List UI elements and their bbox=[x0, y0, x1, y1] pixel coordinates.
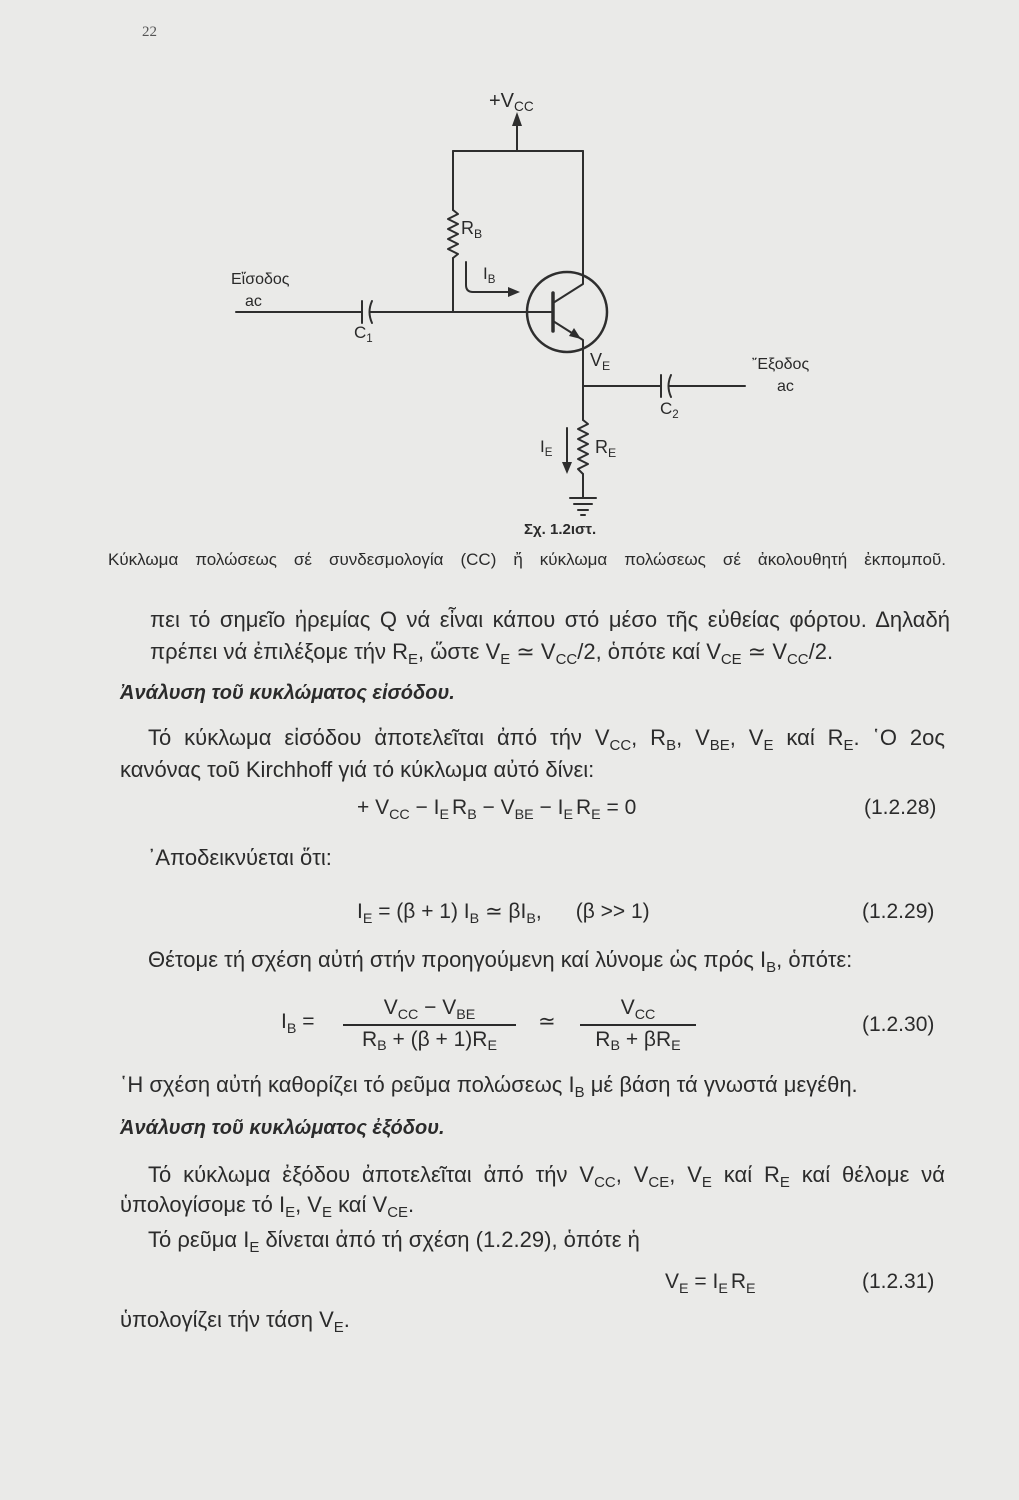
rb-label bbox=[461, 218, 482, 240]
text-run: , bbox=[535, 900, 542, 923]
text-run: R bbox=[362, 1027, 378, 1051]
text-run: R bbox=[730, 1270, 746, 1293]
text-run: − V bbox=[418, 996, 457, 1019]
text-run: μέ βάση τά γνωστά μεγέθη. bbox=[584, 1072, 858, 1097]
text-run: I bbox=[540, 437, 545, 456]
subscript: CC bbox=[787, 650, 809, 668]
subscript: B bbox=[377, 1038, 387, 1055]
text-run: , V bbox=[676, 725, 710, 750]
text-run: R bbox=[595, 437, 608, 457]
text-run: = bbox=[296, 1010, 315, 1033]
text-run: , R bbox=[631, 725, 667, 750]
text-run: πρέπει νά ἐπιλέξομε τήν R bbox=[150, 639, 409, 664]
text-run: R bbox=[461, 218, 474, 238]
text-run: καί V bbox=[331, 1192, 388, 1217]
subscript: 2 bbox=[672, 408, 679, 421]
section-heading-input: Ἀνάλυση τοῦ κυκλώματος εἰσόδου. bbox=[120, 682, 455, 704]
subscript: E bbox=[408, 650, 419, 668]
equation-1-2-31 bbox=[665, 1269, 756, 1297]
equation-lhs bbox=[281, 1009, 314, 1037]
paragraph-1-line-2 bbox=[150, 639, 833, 668]
paragraph-3-line-1: ᾿Αποδεικνύεται ὅτι: bbox=[148, 845, 332, 870]
text-run: I bbox=[483, 264, 488, 283]
text-run: Τό κύκλωμα ἐξόδου ἀποτελεῖται ἀπό τήν V bbox=[148, 1162, 595, 1187]
subscript: CC bbox=[634, 1006, 656, 1023]
paragraph-2-line-1 bbox=[148, 725, 945, 754]
text-run: + βR bbox=[619, 1027, 672, 1051]
text-run: /2. bbox=[808, 639, 834, 664]
text-run: R bbox=[595, 1027, 611, 1051]
subscript: B bbox=[474, 226, 483, 241]
page-number: 22 bbox=[142, 24, 157, 40]
subscript: E bbox=[249, 1238, 260, 1256]
equation-number: (1.2.30) bbox=[862, 1013, 935, 1036]
subscript: CC bbox=[555, 650, 578, 668]
fraction-numerator bbox=[343, 995, 516, 1023]
approx-sign: ≃ bbox=[538, 1010, 556, 1033]
subscript: B bbox=[469, 910, 480, 927]
text-run: V bbox=[383, 996, 398, 1019]
text-run: καί R bbox=[711, 1162, 780, 1187]
subscript: CC bbox=[609, 736, 632, 754]
text-run: Τό ρεῦμα I bbox=[148, 1227, 250, 1252]
subscript: B bbox=[666, 736, 677, 754]
input-label-word: Εἴσοδος bbox=[231, 271, 290, 288]
c2-label bbox=[660, 399, 679, 419]
emitter-arrowhead bbox=[569, 328, 581, 339]
fraction-denominator bbox=[580, 1027, 696, 1055]
subscript: E bbox=[701, 1173, 712, 1191]
subscript: E bbox=[333, 1318, 344, 1336]
fraction-approx bbox=[580, 995, 696, 1055]
circuit-diagram bbox=[0, 0, 1019, 540]
subscript: B bbox=[487, 273, 496, 286]
re-label bbox=[595, 437, 616, 459]
vcc-label bbox=[489, 89, 534, 113]
output-label-word: ῎Εξοδος bbox=[752, 356, 810, 373]
text-run: καί R bbox=[773, 725, 844, 750]
subscript: BE bbox=[514, 806, 534, 823]
paragraph-7-line-1 bbox=[148, 1227, 640, 1256]
text-run: +V bbox=[489, 90, 515, 112]
text-run: V bbox=[665, 1270, 680, 1293]
text-run: ὑπολογίσομε τό I bbox=[120, 1192, 286, 1217]
subscript: E bbox=[746, 1280, 756, 1297]
output-label-mode: ac bbox=[777, 378, 794, 395]
text-run: ≃ V bbox=[510, 639, 556, 664]
text-run: . bbox=[407, 1192, 415, 1217]
input-label-mode: ac bbox=[245, 293, 262, 310]
figure-number: Σχ. 1.2ιστ. bbox=[524, 521, 597, 538]
fraction-numerator bbox=[580, 995, 696, 1023]
subscript: B bbox=[467, 806, 477, 823]
subscript: E bbox=[671, 1038, 681, 1055]
subscript: 1 bbox=[366, 332, 373, 345]
subscript: E bbox=[763, 736, 774, 754]
text-run: , V bbox=[669, 1162, 702, 1187]
subscript: E bbox=[779, 1173, 790, 1191]
text-run: ≃ βI bbox=[479, 900, 527, 923]
ib-label bbox=[483, 264, 495, 284]
subscript: E bbox=[843, 736, 854, 754]
text-run: , ὥστε V bbox=[418, 639, 501, 664]
subscript: E bbox=[285, 1203, 296, 1221]
text-run: C bbox=[354, 323, 367, 342]
text-run: ≃ V bbox=[741, 639, 787, 664]
subscript: B bbox=[766, 958, 777, 976]
text-run: = 0 bbox=[600, 796, 637, 819]
text-run: . ῾Ο 2ος bbox=[853, 725, 945, 750]
subscript: CE bbox=[720, 650, 742, 668]
text-run: δίνεται ἀπό τή σχέση (1.2.29), ὁπότε ἡ bbox=[259, 1227, 640, 1252]
subscript: B bbox=[574, 1083, 585, 1101]
paragraph-6-line-1 bbox=[148, 1162, 945, 1191]
text-run: /2, ὁπότε καί V bbox=[577, 639, 721, 664]
c1-label bbox=[354, 323, 373, 343]
text-run: , V bbox=[295, 1192, 322, 1217]
subscript: E bbox=[544, 446, 553, 459]
text-run: , V bbox=[615, 1162, 649, 1187]
text-run: − V bbox=[476, 796, 515, 819]
subscript: CC bbox=[594, 1173, 616, 1191]
subscript: E bbox=[679, 1280, 689, 1297]
text-run: I bbox=[357, 900, 363, 923]
paragraph-5-line-1 bbox=[120, 1072, 858, 1101]
text-run: + V bbox=[357, 796, 390, 819]
text-run: = I bbox=[688, 1270, 719, 1293]
rb-resistor bbox=[448, 210, 458, 258]
text-run: − I bbox=[533, 796, 564, 819]
subscript: B bbox=[286, 1020, 297, 1037]
subscript: E bbox=[563, 806, 573, 823]
fraction-denominator bbox=[343, 1027, 516, 1055]
subscript: CE bbox=[648, 1173, 670, 1191]
text-run: I bbox=[281, 1010, 287, 1033]
subscript: BE bbox=[709, 736, 730, 754]
text-run: V bbox=[590, 350, 603, 370]
text-run: Θέτομε τή σχέση αὐτή στήν προηγούμενη καί λύνομε ὡς πρός I bbox=[148, 947, 767, 972]
text-run: . bbox=[343, 1307, 350, 1332]
equation-1-2-28 bbox=[357, 795, 636, 823]
subscript: CC bbox=[397, 1006, 419, 1023]
text-run: Τό κύκλωμα εἰσόδου ἀποτελεῖται ἀπό τήν V bbox=[148, 725, 610, 750]
equation-number: (1.2.28) bbox=[864, 796, 937, 819]
text-run: − I bbox=[409, 796, 440, 819]
ie-label bbox=[540, 437, 552, 457]
subscript: CC bbox=[514, 99, 534, 115]
subscript: E bbox=[500, 650, 511, 668]
equation-number: (1.2.29) bbox=[862, 900, 935, 923]
subscript: B bbox=[526, 910, 536, 927]
re-resistor bbox=[578, 420, 588, 474]
text-run: + (β + 1)R bbox=[386, 1027, 488, 1051]
paragraph-2-line-2: κανόνας τοῦ Kirchhoff γιά τό κύκλωμα αὐτό δίνει: bbox=[120, 757, 595, 782]
subscript: CE bbox=[387, 1203, 408, 1221]
figure-caption: Κύκλωμα πολώσεως σέ συνδεσμολογία (CC) ἤ κύκλωμα πολώσεως σέ ἀκολουθητή ἐκπομποῦ. bbox=[108, 550, 946, 569]
text-run: καί θέλομε νά bbox=[789, 1162, 946, 1187]
paragraph-6-line-2 bbox=[120, 1192, 414, 1221]
fraction-bar bbox=[343, 1024, 516, 1026]
text-run: = (β + 1) I bbox=[372, 900, 470, 923]
ve-label bbox=[590, 350, 610, 372]
subscript: CC bbox=[389, 806, 410, 823]
subscript: E bbox=[321, 1203, 332, 1221]
section-heading-output: Ἀνάλυση τοῦ κυκλώματος ἐξόδου. bbox=[120, 1117, 445, 1139]
subscript: E bbox=[362, 910, 373, 927]
fraction-bar bbox=[580, 1024, 696, 1026]
text-run: C bbox=[660, 399, 673, 418]
text-run: , ὁπότε: bbox=[776, 947, 853, 972]
paragraph-7-line-2 bbox=[120, 1307, 350, 1336]
text-run: , V bbox=[729, 725, 764, 750]
subscript: E bbox=[439, 806, 450, 823]
subscript: E bbox=[718, 1280, 728, 1297]
text-run: ὑπολογίζει τήν τάση V bbox=[120, 1307, 334, 1332]
equation-1-2-29 bbox=[357, 899, 650, 927]
subscript: E bbox=[602, 358, 611, 373]
text-run: V bbox=[620, 996, 635, 1019]
text-run: ῾Η σχέση αὐτή καθορίζει τό ρεῦμα πολώσεως I bbox=[120, 1072, 575, 1097]
subscript: E bbox=[591, 806, 601, 823]
ie-arrowhead bbox=[562, 462, 572, 474]
ground-symbol bbox=[570, 498, 596, 515]
text-run: R bbox=[452, 796, 468, 819]
collector-lead bbox=[553, 151, 583, 303]
equation-condition: (β >> 1) bbox=[575, 900, 650, 923]
ib-arrowhead bbox=[508, 287, 520, 297]
vcc-arrowhead bbox=[512, 112, 522, 126]
equation-number: (1.2.31) bbox=[862, 1270, 935, 1293]
subscript: E bbox=[608, 445, 617, 460]
fraction-exact bbox=[343, 995, 516, 1055]
subscript: E bbox=[487, 1038, 497, 1055]
paragraph-4-line-1 bbox=[148, 947, 852, 976]
subscript: BE bbox=[456, 1006, 476, 1023]
text-run: R bbox=[575, 796, 592, 819]
paragraph-1-line-1: πει τό σημεῖο ἠρεμίας Q νά εἶναι κάπου στό μέσο τῆς εὐθείας φόρτου. Δηλαδή bbox=[150, 607, 950, 632]
subscript: B bbox=[610, 1038, 620, 1055]
